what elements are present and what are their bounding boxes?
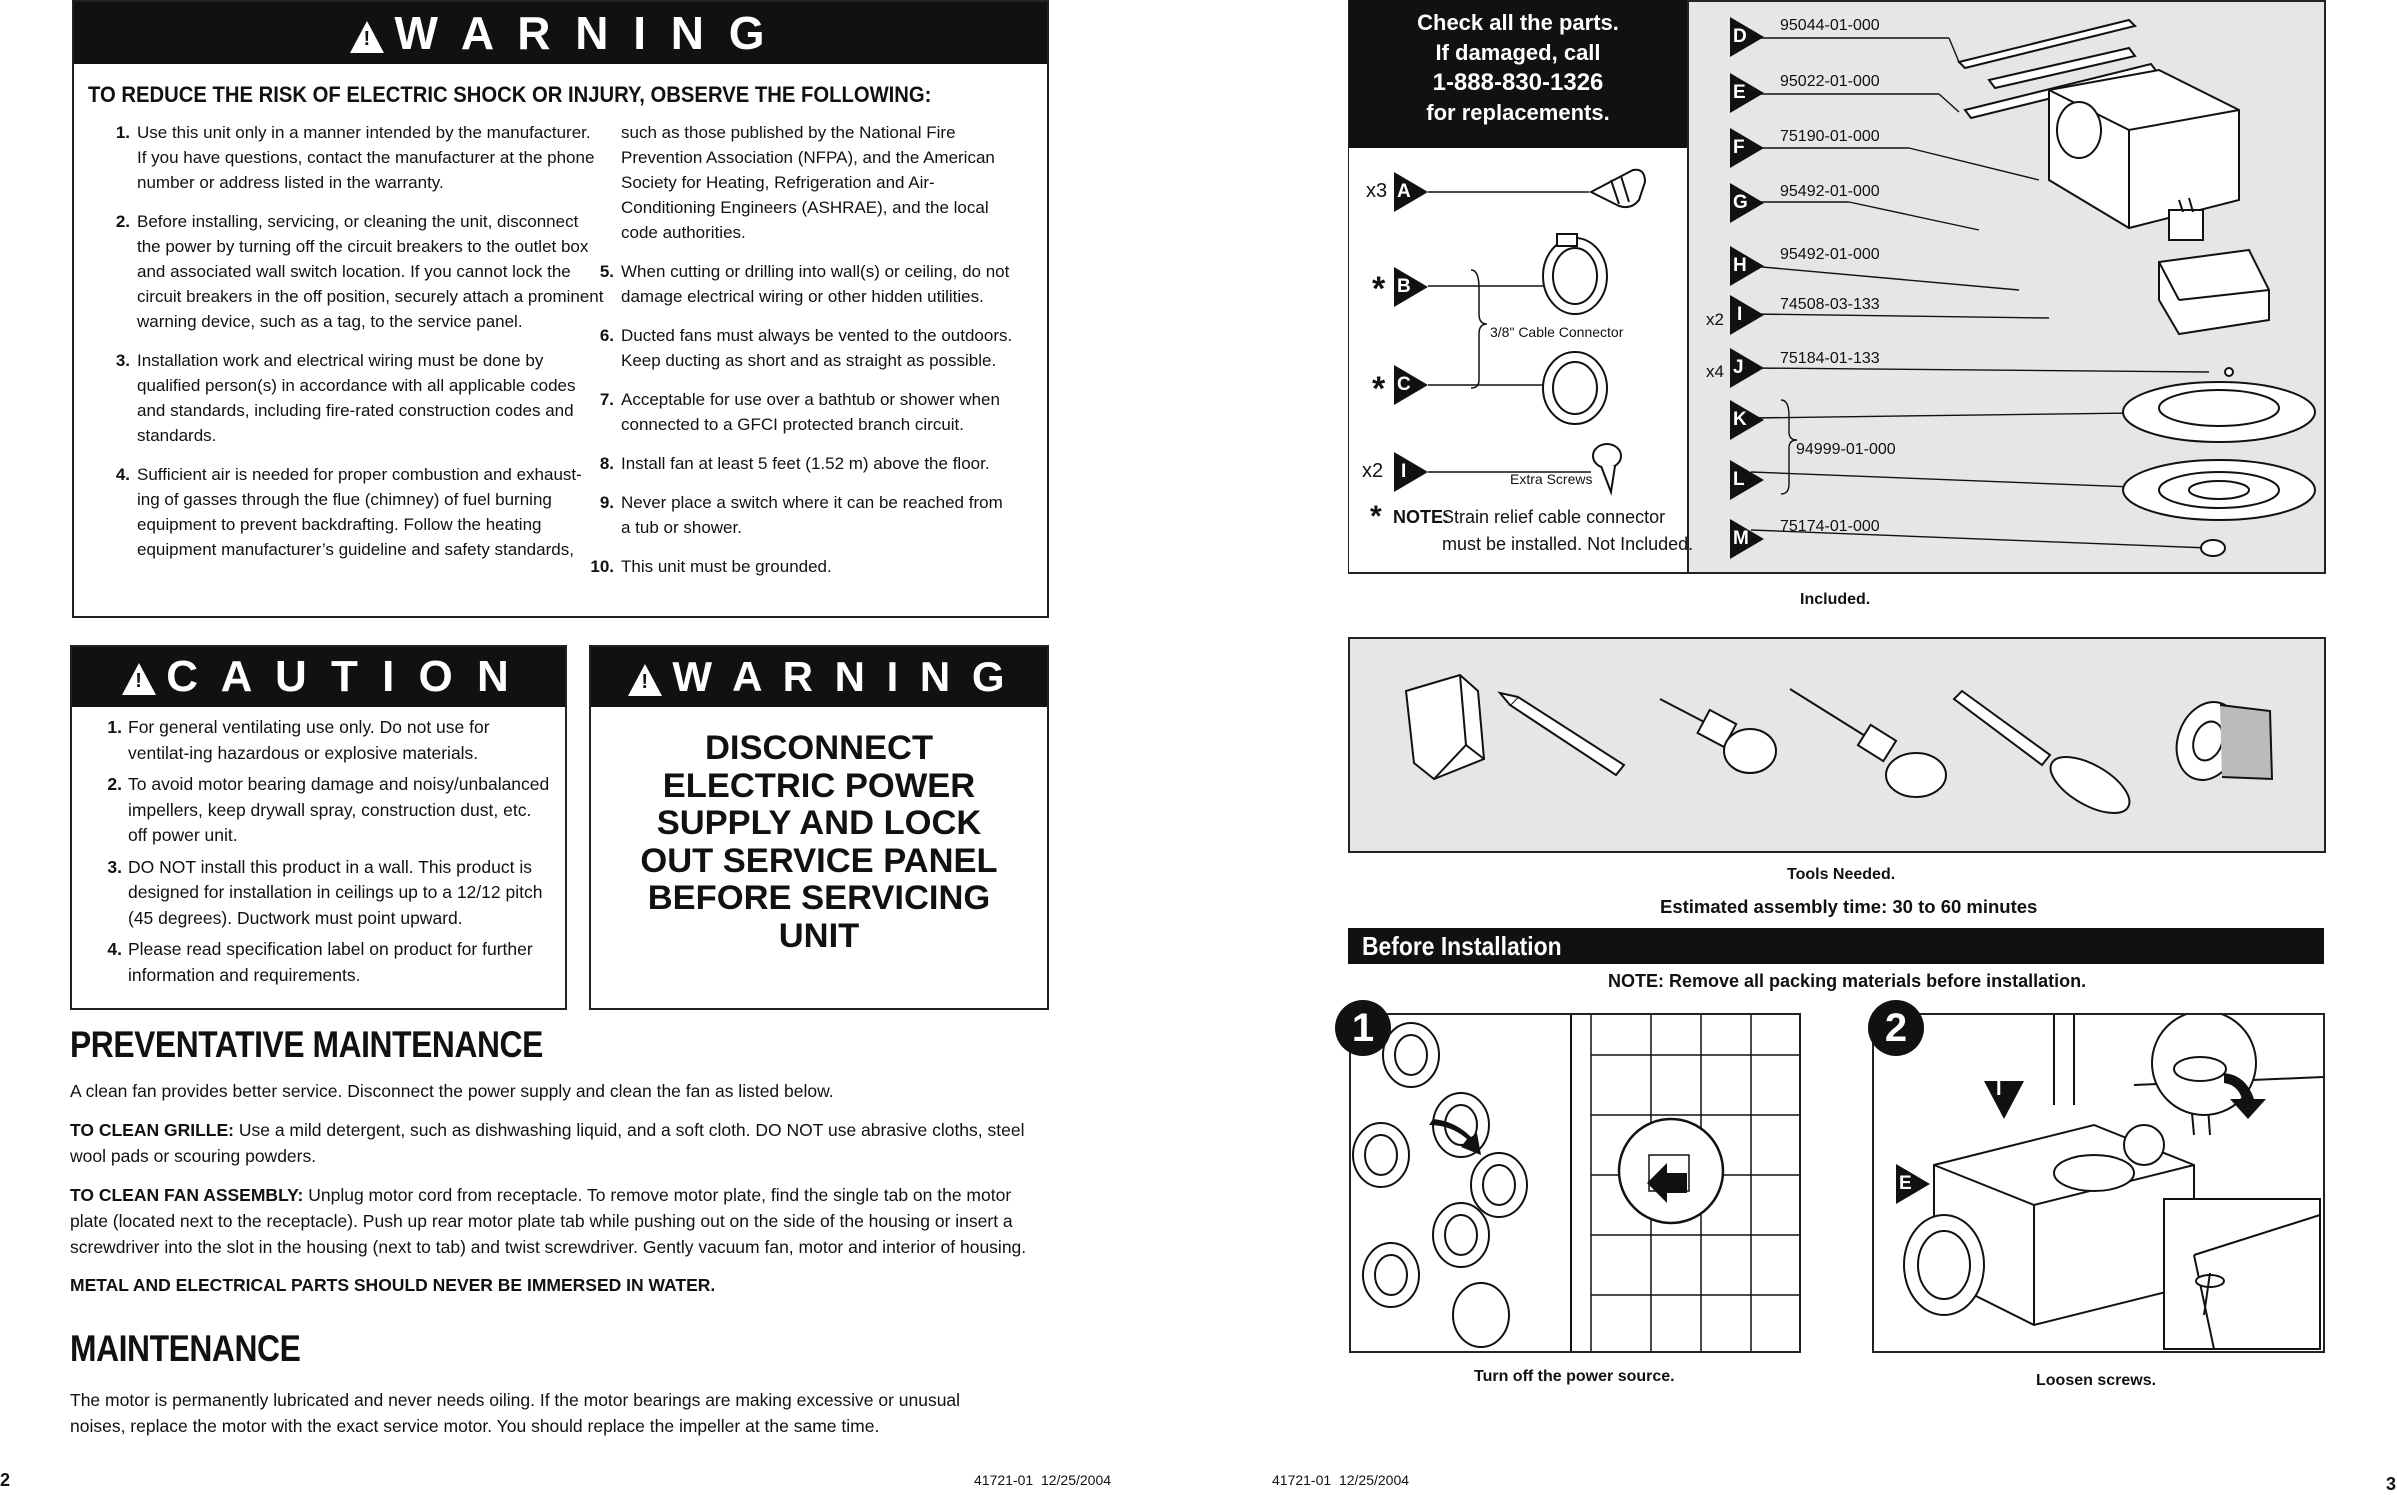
warning-box xyxy=(72,0,1049,618)
extra-screws-label: Extra Screws xyxy=(1510,471,1593,487)
label-h: H xyxy=(1730,246,1760,286)
note-star: * xyxy=(1370,500,1382,533)
warning-item-8: 8. Install fan at least 5 feet (1.52 m) above the floor. xyxy=(599,454,990,473)
electrical-tape-icon xyxy=(2166,693,2272,789)
step2-label-e: E xyxy=(1896,1164,1926,1204)
warning-item-10: 10. This unit must be grounded. xyxy=(590,557,832,576)
warning-banner xyxy=(74,2,1047,64)
disconnect-warning-box xyxy=(589,645,1049,1010)
label-m: M xyxy=(1730,519,1760,559)
caution-list xyxy=(84,715,554,994)
doc-code-right: 41721-01 12/25/2004 xyxy=(1272,1472,1410,1488)
flathead-screwdriver-icon xyxy=(1790,689,1946,797)
step1-badge: 1 xyxy=(1335,1000,1391,1056)
part-number-f: 75190-01-000 xyxy=(1780,128,1880,145)
caution-item-4: 4. Please read specification label on product for further information and requirements. xyxy=(107,939,533,985)
caution-title: C A U T I O N xyxy=(166,652,515,701)
warning-item-3: 3. Installation work and electrical wiring must be done by qualified person(s) in accordance with all applicable codes and standards, including fire-rated construction codes and standards. xyxy=(115,351,576,445)
qty-a: x3 xyxy=(1366,180,1388,202)
doc-code-left: 41721-01 12/25/2004 xyxy=(974,1472,1112,1488)
page-number-left: 2 xyxy=(0,1470,11,1490)
wire-nut-icon xyxy=(1591,170,1645,207)
disconnect-warning-banner xyxy=(591,647,1047,707)
maintenance-text: The motor is permanently lubricated and never needs oiling. If the motor bearings are making excessive or unusual noises, replace the motor with the exact service motor. You should replace the impeller at the same time. xyxy=(70,1390,961,1436)
check-parts-panel xyxy=(1349,0,1687,148)
disconnect-warning-triangle-icon: ! xyxy=(628,664,662,696)
knockout-panel xyxy=(1353,1015,1571,1351)
warning-item-4: 4. Sufficient air is needed for proper combustion and exhaust-ing of gasses through the flue (chimney) of fuel burning equipment to prevent backdrafting. Follow the heating equipment manufacturer’s guideline and safety standards, xyxy=(115,465,582,559)
housing-icon xyxy=(2049,70,2239,228)
qty-i-left: x2 xyxy=(1362,460,1384,482)
page-number-right: 3 xyxy=(2386,1474,2397,1494)
caution-item-1: 1. For general ventilating use only. Do not use for ventilat-ing hazardous or explosive materials. xyxy=(107,717,490,763)
note-line-1: Strain relief cable connector xyxy=(1442,507,1666,527)
warning-title: W A R N I N G xyxy=(394,7,771,59)
note-line-2: must be installed. Not Included. xyxy=(1442,534,1694,554)
qty-j: x4 xyxy=(1706,362,1724,381)
label-j: J xyxy=(1730,348,1760,388)
check-line-4: for replacements. xyxy=(1426,100,1610,125)
step2-badge: 2 xyxy=(1868,1000,1924,1056)
label-g: G xyxy=(1730,183,1760,223)
down-arrow-icon xyxy=(1984,1081,2024,1119)
caution-box xyxy=(70,645,567,1010)
tape-measure-icon xyxy=(1406,675,1484,779)
label-i-right: I xyxy=(1730,295,1760,335)
star-b: * xyxy=(1372,270,1386,308)
keyhole-saw-icon xyxy=(1954,691,2138,824)
label-c: C xyxy=(1394,365,1424,405)
pencil-icon xyxy=(1500,693,1624,775)
warning-continuation: such as those published by the National Fire Prevention Association (NFPA), and the American Society for Heating, Refrigeration and Air-Conditioning Engineers (ASHRAE), and the local code authorities. xyxy=(621,123,995,242)
disconnect-warning-title: W A R N I N G xyxy=(672,653,1010,700)
part-number-e: 95022-01-000 xyxy=(1780,73,1880,90)
label-d: D xyxy=(1730,17,1760,57)
warning-heading: TO REDUCE THE RISK OF ELECTRIC SHOCK OR INJURY, OBSERVE THE FOLLOWING: xyxy=(88,82,932,107)
phone-number: 1-888-830-1326 xyxy=(1432,69,1604,96)
caution-banner xyxy=(72,647,565,707)
tools-drawings xyxy=(1350,639,2324,851)
phillips-screwdriver-icon xyxy=(1660,699,1776,773)
label-l: L xyxy=(1730,460,1760,500)
step2-label-i: I xyxy=(1996,1078,2002,1100)
clean-fan-paragraph: TO CLEAN FAN ASSEMBLY: Unplug motor cord from receptacle. To remove motor plate, find the single tab on the motor plate (located next to the receptacle). Push up rear motor plate tab while pushing out on the side of the housing or insert a screwdriver into the slot in the housing (next to tab) and twist screwdriver. Gently vacuum fan, motor and interior of housing. xyxy=(70,1185,1027,1257)
part-number-j: 75184-01-133 xyxy=(1780,350,1880,367)
disconnect-message: DISCONNECT ELECTRIC POWER SUPPLY AND LOCK OUT SERVICE PANEL BEFORE SERVICING UNIT xyxy=(640,729,998,955)
warning-item-9: 9. Never place a switch where it can be reached from a tub or shower. xyxy=(599,493,1003,537)
maintenance-heading: MAINTENANCE xyxy=(70,1328,301,1369)
preventative-heading: PREVENTATIVE MAINTENANCE xyxy=(70,1024,543,1065)
step1-illustration xyxy=(1351,1015,1799,1351)
step1-caption: Turn off the power source. xyxy=(1474,1368,1675,1385)
tools-caption: Tools Needed. xyxy=(1787,866,1896,883)
motor-plate-icon xyxy=(2159,250,2269,376)
part-number-kl: 94999-01-000 xyxy=(1796,441,1896,458)
cable-connector-icon xyxy=(1543,234,1607,314)
included-caption: Included. xyxy=(1800,591,1871,608)
label-f: F xyxy=(1730,128,1760,168)
grille-icon xyxy=(2123,382,2315,556)
warning-item-2: 2. Before installing, servicing, or cleaning the unit, disconnect the power by turning off the circuit breakers to the outlet box and associated wall switch location. If you cannot lock the circuit breakers in the off position, securely attach a prominent warning device, such as a tag, to the service panel. xyxy=(115,212,604,331)
part-number-i: 74508-03-133 xyxy=(1780,296,1880,313)
breaker-panel xyxy=(1591,1015,1799,1351)
warning-left-column xyxy=(92,120,604,576)
clean-grille-paragraph: TO CLEAN GRILLE: Use a mild detergent, such as dishwashing liquid, and a soft cloth. DO NOT use abrasive cloths, steel wool pads or scouring powders. xyxy=(70,1120,1025,1166)
step2-caption: Loosen screws. xyxy=(2036,1372,2157,1389)
part-number-d: 95044-01-000 xyxy=(1780,17,1880,34)
packing-note: NOTE: Remove all packing materials before installation. xyxy=(1608,971,2087,991)
label-e: E xyxy=(1730,73,1760,113)
warning-right-column xyxy=(576,120,1014,593)
check-line-2: If damaged, call xyxy=(1435,40,1601,65)
cable-connector-label: 3/8" Cable Connector xyxy=(1490,324,1624,340)
label-a: A xyxy=(1394,172,1424,212)
warning-item-6: 6. Ducted fans must always be vented to the outdoors. Keep ducting as short and as straight as possible. xyxy=(599,326,1013,370)
warning-item-1: 1. Use this unit only in a manner intended by the manufacturer. If you have questions, contact the manufacturer at the phone number or address listed in the warranty. xyxy=(115,123,595,192)
left-parts-drawings xyxy=(1349,148,1687,572)
part-number-m: 75174-01-000 xyxy=(1780,518,1880,535)
caution-item-3: 3. DO NOT install this product in a wall. This product is designed for installation in ceilings up to a 12/12 pitch (45 degrees). Ductwork must point upward. xyxy=(107,856,543,928)
assembly-time: Estimated assembly time: 30 to 60 minutes xyxy=(1660,896,2038,917)
part-number-g: 95492-01-000 xyxy=(1780,183,1880,200)
label-i-left: I xyxy=(1394,452,1424,492)
metal-warning: METAL AND ELECTRICAL PARTS SHOULD NEVER BE IMMERSED IN WATER. xyxy=(70,1275,716,1295)
caution-item-2: 2. To avoid motor bearing damage and noisy/unbalanced impellers, keep drywall spray, construction dust, etc. off power unit. xyxy=(107,774,550,845)
step2-illustration xyxy=(1874,1015,2323,1351)
preventative-intro: A clean fan provides better service. Disconnect the power supply and clean the fan as listed below. xyxy=(70,1081,834,1101)
label-k: K xyxy=(1730,400,1760,440)
warning-item-5: 5. When cutting or drilling into wall(s) or ceiling, do not damage electrical wiring or other hidden utilities. xyxy=(599,262,1010,306)
star-c: * xyxy=(1372,370,1386,408)
qty-i-right: x2 xyxy=(1706,310,1724,329)
screw-icon xyxy=(1593,444,1621,492)
caution-triangle-icon: ! xyxy=(122,663,156,695)
before-installation-title: Before Installation xyxy=(1362,931,1562,961)
locknut-icon xyxy=(1543,352,1607,424)
label-b: B xyxy=(1394,267,1424,307)
part-number-h: 95492-01-000 xyxy=(1780,246,1880,263)
warning-triangle-icon: ! xyxy=(350,21,384,53)
check-line-1: Check all the parts. xyxy=(1417,10,1619,35)
warning-item-7: 7. Acceptable for use over a bathtub or shower when connected to a GFCI protected branch circuit. xyxy=(599,390,1000,434)
note-label: NOTE: xyxy=(1393,507,1449,527)
